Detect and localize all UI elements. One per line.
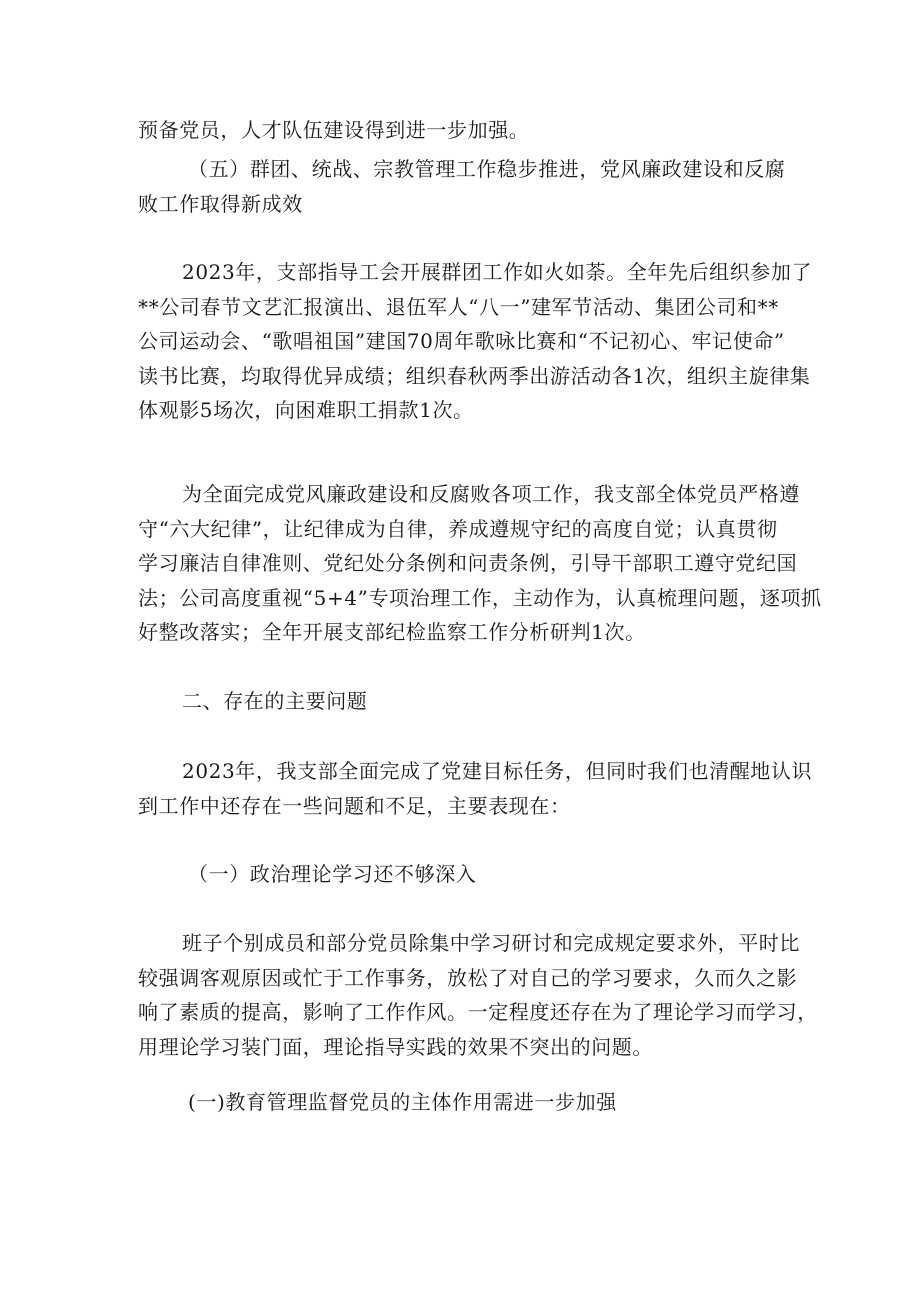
paragraph-integrity-building [138, 477, 822, 650]
heading-subsection-one [138, 857, 798, 892]
paragraph-talent-team [138, 113, 798, 148]
text-line: 败工作取得新成效 [138, 191, 303, 216]
text-line: 好整改落实；全年开展支部纪检监察工作分析研判1次。 [138, 620, 646, 644]
paragraph-mass-organization-work [138, 255, 813, 428]
text-line: （五）群团、统战、宗教管理工作稳步推进，党风廉政建设和反腐 [188, 157, 786, 181]
text-line: 2023年，我支部全面完成了党建目标任务，但同时我们也清醒地认识 [182, 759, 813, 783]
text-line: 公司运动会、“歌唱祖国”建国70周年歌咏比赛和“不记初心、牢记使命” [138, 329, 785, 353]
text-line: 预备党员，人才队伍建设得到进一步加强。 [138, 118, 530, 142]
paragraph-problems-overview [138, 754, 813, 823]
text-line: （一）政治理论学习还不够深入 [188, 862, 477, 886]
text-line: 用理论学习装门面，理论指导实践的效果不突出的问题。 [138, 1034, 653, 1059]
text-line: 到工作中还存在一些问题和不足，主要表现在： [138, 793, 571, 818]
text-line: 二、存在的主要问题 [182, 689, 368, 713]
text-line: 班子个别成员和部分党员除集中学习研讨和完成规定要求外，平时比 [182, 931, 800, 955]
heading-main-problems [138, 684, 798, 719]
heading-section-five [138, 152, 798, 221]
text-line: 为全面完成党风廉政建设和反腐败各项工作，我支部全体党员严格遵 [182, 482, 800, 506]
text-line: 学习廉洁自律准则、党纪处分条例和问责条例，引导干部职工遵守党纪国 [138, 551, 798, 575]
text-line: 响了素质的提高，影响了工作作风。一定程度还存在为了理论学习而学习， [138, 1000, 818, 1024]
text-line: 读书比赛，均取得优异成绩；组织春秋两季出游活动各1次，组织主旋律集 [138, 363, 811, 388]
paragraph-theory-study [138, 926, 818, 1064]
text-line: 守“六大纪律”，让纪律成为自律，养成遵规守纪的高度自觉；认真贯彻 [138, 516, 778, 541]
text-line: **公司春节文艺汇报演出、退伍军人“八一”建军节活动、集团公司和** [138, 294, 779, 319]
text-line: 2023年，支部指导工会开展群团工作如火如荼。全年先后组织参加了 [182, 260, 813, 284]
text-line: 法；公司高度重视“5+4”专项治理工作，主动作为，认真梳理问题，逐项抓 [138, 585, 822, 610]
text-line: 较强调客观原因或忙于工作事务，放松了对自己的学习要求，久而久之影 [138, 965, 798, 990]
text-line: 体观影5场次，向困难职工捐款1次。 [138, 398, 474, 422]
heading-subsection-education [138, 1085, 798, 1120]
text-line: (一)教育管理监督党员的主体作用需进一步加强 [188, 1090, 617, 1114]
